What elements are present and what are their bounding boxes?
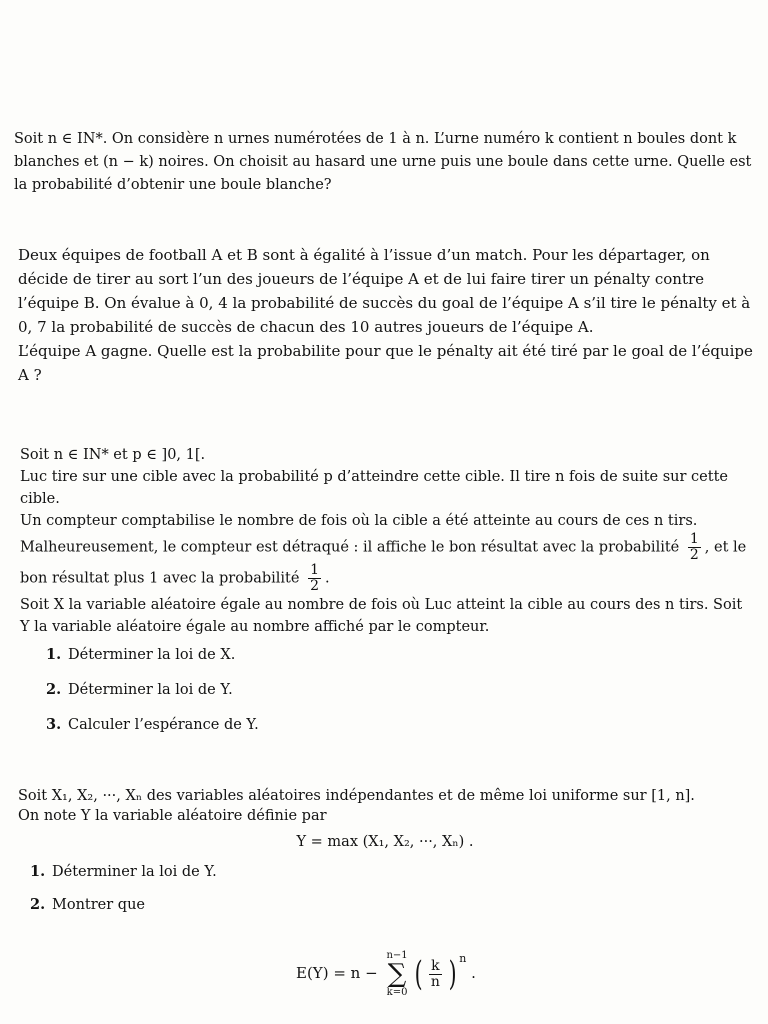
line-3-mid: , et le bon résultat plus 1 avec la probabilité — [20, 539, 747, 587]
exercise-target — [20, 444, 752, 749]
fraction-denominator: 2 — [689, 547, 699, 563]
question-number: 1. — [46, 646, 62, 663]
question-number: 2. — [46, 681, 62, 698]
fraction-one-half — [688, 532, 701, 563]
exercise-target-line-1: Luc tire sur une cible avec la probabilité p d’atteindre cette cible. Il tire n fois de suite sur cette cible. — [20, 469, 728, 507]
fraction-k-over-n — [429, 959, 442, 990]
left-paren: ( — [414, 954, 423, 994]
question-text: Déterminer la loi de Y. — [52, 864, 217, 880]
exercise-target-line-2: Un compteur comptabilise le nombre de fois où la cible a été atteinte au cours de ces n tirs. — [20, 513, 698, 529]
exercise-football — [18, 243, 754, 387]
exercise-uniform-line-2: On note Y la variable aléatoire définie par — [18, 808, 327, 824]
exercise-uniform-intro: Soit X₁, X₂, ···, Xₙ des variables aléatoires indépendantes et de même loi uniforme sur [1, n]. — [18, 788, 695, 804]
exercise-target-line-4: Soit X la variable aléatoire égale au nombre de fois où Luc atteint la cible au cours des n tirs. Soit Y la variable aléatoire égale au nombre affiché par le compteur. — [20, 597, 743, 635]
exercise-uniform-max — [18, 786, 752, 928]
power-exponent: n — [459, 952, 467, 965]
fraction-numerator: 1 — [689, 531, 699, 547]
right-paren: ) — [448, 954, 457, 994]
question-number: 2. — [30, 896, 46, 913]
question-item — [46, 644, 752, 666]
question-text: Calculer l’espérance de Y. — [68, 717, 259, 733]
fraction-numerator: 1 — [310, 562, 319, 578]
fraction-numerator: k — [429, 959, 442, 975]
fraction-denominator: n — [430, 973, 440, 990]
formula-expectation — [296, 950, 476, 998]
question-number: 1. — [30, 863, 46, 880]
question-text: Déterminer la loi de Y. — [68, 682, 233, 698]
exercise-target-intro: Soit n ∈ IN* et p ∈ ]0, 1[. — [20, 447, 206, 463]
exercise-football-paragraph-1: Deux équipes de football A et B sont à égalité à l’issue d’un match. Pour les départager, on décide de tirer au sort l’un des joueurs de l’équipe A et de lui faire tirer un pénalty contre l’équipe B. On évalue à 0, 4 la probabilité de succès du goal de l’équipe A s’il tire le pénalty et à 0, 7 la probabilité de succès de chacun des 10 autres joueurs de l’équipe A. — [18, 246, 751, 336]
sum-lower-bound: k=0 — [386, 987, 408, 998]
summation — [386, 950, 407, 998]
question-item — [46, 679, 752, 701]
fraction-one-half-second — [308, 563, 321, 594]
question-item — [30, 862, 752, 882]
line-3-start: Malheureusement, le compteur est détraqué : il affiche le bon résultat avec la probabilité — [20, 539, 680, 556]
line-3-end: . — [324, 570, 330, 587]
exercise-uniform-questions — [30, 862, 752, 915]
exercise-target-questions — [46, 644, 752, 736]
sum-upper-bound: n−1 — [386, 950, 408, 961]
formula-max: Y = max (X₁, X₂, ···, Xₙ) . — [296, 834, 474, 850]
question-text: Montrer que — [52, 897, 145, 913]
question-text: Déterminer la loi de X. — [68, 647, 236, 663]
exercise-urns — [14, 128, 752, 197]
question-item — [30, 895, 752, 915]
formula-lhs: E(Y) = n − — [296, 964, 378, 982]
exercise-football-paragraph-2: L’équipe A gagne. Quelle est la probabilite pour que le pénalty ait été tiré par le goal de l’équipe A ? — [18, 342, 753, 384]
fraction-denominator: 2 — [310, 578, 319, 594]
question-item — [46, 714, 752, 736]
exercise-target-line-3 — [20, 532, 752, 594]
exercise-urns-text: Soit n ∈ IN*. On considère n urnes numérotées de 1 à n. L’urne numéro k contient n boules dont k blanches et (n − k) noires. On choisit au hasard une urne puis une boule dans cette urne. Quelle est la probabilité d’obtenir une boule blanche? — [14, 131, 752, 193]
question-number: 3. — [46, 716, 62, 733]
formula-end: . — [471, 964, 476, 982]
sigma-symbol: ∑ — [387, 959, 407, 989]
